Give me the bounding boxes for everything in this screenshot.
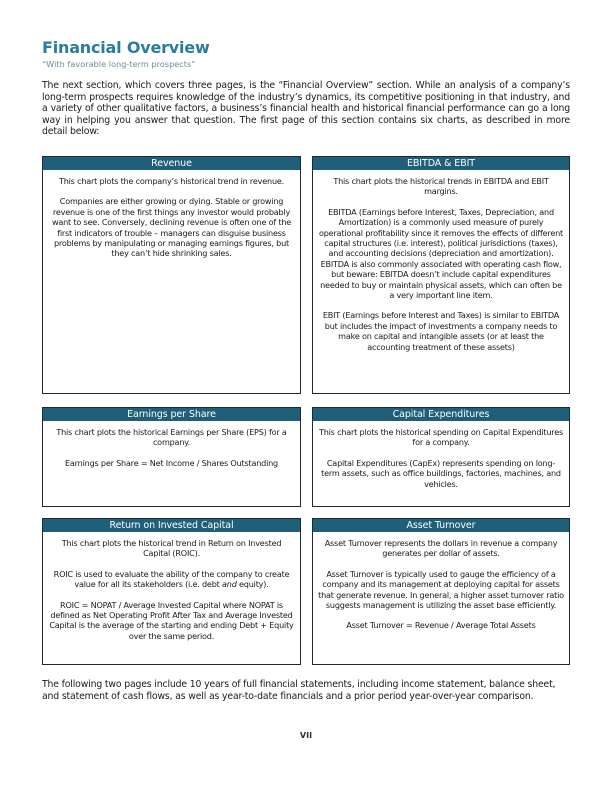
roic-detail-b: equity). [236,579,269,590]
roic-box-title: Return on Invested Capital [43,519,300,532]
revenue-box-title: Revenue [43,157,300,170]
turnover-formula: Asset Turnover = Revenue / Average Total Assets [346,620,536,631]
page-title: Financial Overview [42,38,210,57]
turnover-detail: Asset Turnover is typically used to gauge the efficiency of a company and its management at deploying capital for assets that generate revenue. In general, a higher asset turnover ratio suggests management is utilizing the asset base efficiently. [318,568,564,611]
ebit-detail: EBIT (Earnings before Interest and Taxes) is similar to EBITDA but includes the impact of investments a company needs to make on capital and intangible assets (or at least the accounting treatment of these assets) [322,310,560,352]
roic-detail-a: ROIC is used to evaluate the ability of the company to create value for all its stakeholders (i.e. debt [53,568,290,590]
capex-desc: This chart plots the historical spending on Capital Expenditures for a company. [318,427,564,448]
revenue-box [42,156,301,394]
page-number: VII [299,731,313,740]
capex-detail: Capital Expenditures (CapEx) represents spending on long-term assets, such as office buildings, factories, machines, and vehicles. [321,457,561,489]
turnover-desc: Asset Turnover represents the dollars in revenue a company generates per dollar of assets. [324,538,558,559]
ebitda-box [312,156,570,394]
ebitda-desc: This chart plots the historical trends in EBITDA and EBIT margins. [333,176,549,197]
capex-box [312,407,570,507]
capex-box-title: Capital Expenditures [313,408,569,421]
eps-box-title: Earnings per Share [43,408,300,421]
page-subtitle: “With favorable long-term prospects” [42,60,196,69]
intro-paragraph: The next section, which covers three pages, is the “Financial Overview” section. While an analysis of a company’s long-term prospects requires knowledge of the industry’s dynamics, its competitive positioning in that industry, and a variety of other qualitative factors, a business’s financial health and historical financial performance can go a long way in helping you answer that question. The first page of this section contains six charts, as described in more detail below: [42,80,570,138]
eps-box [42,407,301,507]
ebitda-box-title: EBITDA & EBIT [313,157,569,170]
roic-detail [48,569,295,590]
turnover-box [312,518,570,665]
page [42,38,570,740]
roic-box [42,518,301,665]
turnover-box-title: Asset Turnover [313,519,569,532]
revenue-detail: Companies are either growing or dying. Stable or growing revenue is one of the first things any investor would probably want to see. Conversely, declining revenue is often one of the first indicators of trouble – managers can disguise business problems by manipulating or managing earnings figures, but they can’t hide shrinking sales. [51,196,292,259]
roic-detail-and: and [222,579,237,590]
eps-formula: Earnings per Share = Net Income / Shares Outstanding [65,457,278,468]
outro-paragraph: The following two pages include 10 years of full financial statements, including income statement, balance sheet, and statement of cash flows, as well as year-to-date financials and a prior period year-over-year comparison. [42,679,556,702]
roic-desc: This chart plots the historical trend in Return on Invested Capital (ROIC). [61,538,282,559]
ebitda-detail: EBITDA (Earnings before Interest, Taxes, Depreciation, and Amortization) is a commonly used measure of purely operational profitability since it removes the effects of different capital structures (i.e. interest), political jurisdictions (taxes), and accounting decisions (depreciation and amortization). EBITDA is also commonly associated with operating cash flow, but beware: EBITDA doesn’t include capital expenditures needed to buy or maintain physical assets, which can often be a very important line item. [318,206,564,301]
revenue-desc: This chart plots the company’s historical trend in revenue. [58,176,285,186]
eps-desc: This chart plots the historical Earnings per Share (EPS) for a company. [56,427,287,448]
roic-formula: ROIC = NOPAT / Average Invested Capital where NOPAT is defined as Net Operating Profit After Tax and Average Invested Capital is the average of the starting and ending Debt + Equity over the same period. [49,599,294,641]
